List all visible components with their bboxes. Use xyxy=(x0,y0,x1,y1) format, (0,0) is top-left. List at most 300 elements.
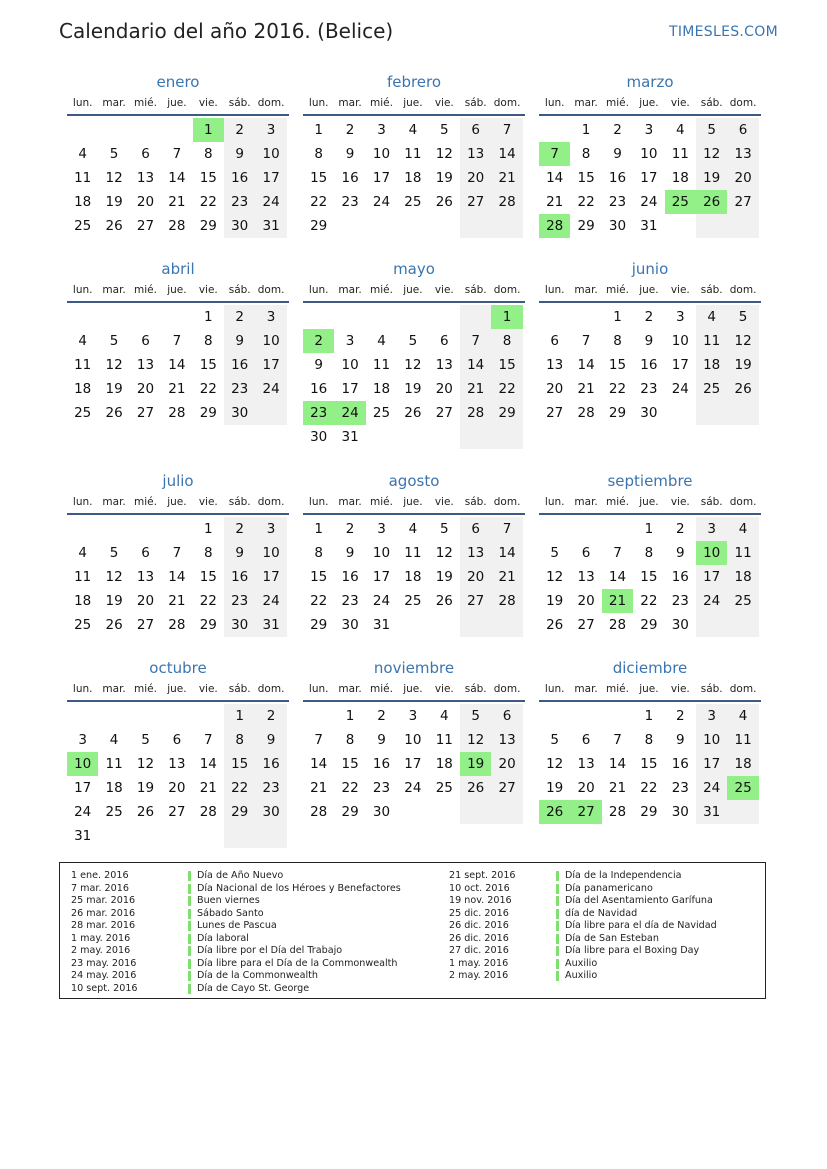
day-cell[interactable]: 20 xyxy=(734,170,752,186)
day-cell[interactable]: 1 xyxy=(314,521,323,537)
day-cell[interactable]: 3 xyxy=(377,122,386,138)
day-cell[interactable]: 1 xyxy=(644,521,654,537)
day-cell[interactable]: 14 xyxy=(199,756,217,772)
day-cell[interactable]: 23 xyxy=(231,194,249,210)
day-cell[interactable]: 18 xyxy=(671,170,689,186)
day-cell[interactable]: 26 xyxy=(435,593,453,609)
day-cell[interactable]: 1 xyxy=(345,708,355,724)
day-cell[interactable]: 15 xyxy=(341,756,359,772)
day-cell[interactable]: 23 xyxy=(671,593,689,609)
day-cell[interactable]: 27 xyxy=(734,194,752,210)
day-cell[interactable]: 14 xyxy=(168,357,186,373)
day-cell[interactable]: 10 xyxy=(640,146,658,162)
day-cell[interactable]: 17 xyxy=(262,569,280,585)
day-cell[interactable]: 8 xyxy=(502,333,512,349)
holiday-day[interactable]: 23 xyxy=(303,401,334,425)
day-cell[interactable]: 19 xyxy=(404,381,422,397)
day-cell[interactable]: 5 xyxy=(550,732,559,748)
day-cell[interactable]: 16 xyxy=(310,381,328,397)
day-cell[interactable]: 25 xyxy=(74,218,92,234)
day-cell[interactable]: 18 xyxy=(105,780,123,796)
day-cell[interactable]: 12 xyxy=(404,357,422,373)
day-cell[interactable]: 10 xyxy=(671,333,689,349)
day-cell[interactable]: 17 xyxy=(372,170,391,186)
day-cell[interactable]: 8 xyxy=(235,732,244,748)
day-cell[interactable]: 11 xyxy=(74,357,92,373)
day-cell[interactable]: 12 xyxy=(546,756,564,772)
day-cell[interactable]: 13 xyxy=(467,545,485,561)
day-cell[interactable]: 28 xyxy=(498,593,516,609)
day-cell[interactable]: 30 xyxy=(640,405,658,421)
day-cell[interactable]: 9 xyxy=(345,545,355,561)
day-cell[interactable]: 27 xyxy=(467,194,485,210)
day-cell[interactable]: 29 xyxy=(640,617,658,633)
day-cell[interactable]: 12 xyxy=(105,357,123,373)
day-cell[interactable]: 18 xyxy=(74,381,92,397)
day-cell[interactable]: 2 xyxy=(675,521,685,537)
day-cell[interactable]: 22 xyxy=(640,780,658,796)
day-cell[interactable]: 21 xyxy=(310,780,328,796)
day-cell[interactable]: 7 xyxy=(613,732,622,748)
holiday-day[interactable]: 25 xyxy=(665,190,696,214)
day-cell[interactable]: 10 xyxy=(404,732,422,748)
day-cell[interactable]: 20 xyxy=(136,381,155,397)
day-cell[interactable]: 20 xyxy=(577,593,595,609)
holiday-day[interactable]: 25 xyxy=(727,776,758,800)
day-cell[interactable]: 8 xyxy=(644,545,654,561)
day-cell[interactable]: 11 xyxy=(404,545,422,561)
day-cell[interactable]: 26 xyxy=(404,405,422,421)
day-cell[interactable]: 5 xyxy=(109,146,119,162)
day-cell[interactable]: 2 xyxy=(235,309,244,325)
day-cell[interactable]: 25 xyxy=(74,405,92,421)
day-cell[interactable]: 9 xyxy=(235,146,244,162)
day-cell[interactable]: 10 xyxy=(372,146,391,162)
day-cell[interactable]: 26 xyxy=(546,617,564,633)
day-cell[interactable]: 4 xyxy=(78,333,87,349)
day-cell[interactable]: 21 xyxy=(498,170,516,186)
day-cell[interactable]: 16 xyxy=(231,569,249,585)
day-cell[interactable]: 27 xyxy=(435,405,453,421)
day-cell[interactable]: 28 xyxy=(608,617,627,633)
day-cell[interactable]: 6 xyxy=(141,545,150,561)
day-cell[interactable]: 19 xyxy=(136,780,155,796)
day-cell[interactable]: 9 xyxy=(266,732,276,748)
day-cell[interactable]: 26 xyxy=(105,218,123,234)
day-cell[interactable]: 12 xyxy=(435,545,453,561)
day-cell[interactable]: 25 xyxy=(404,194,422,210)
day-cell[interactable]: 7 xyxy=(172,545,182,561)
day-cell[interactable]: 17 xyxy=(372,569,391,585)
day-cell[interactable]: 16 xyxy=(341,569,359,585)
day-cell[interactable]: 31 xyxy=(74,828,92,844)
day-cell[interactable]: 22 xyxy=(231,780,249,796)
day-cell[interactable]: 9 xyxy=(345,146,355,162)
day-cell[interactable]: 20 xyxy=(435,381,453,397)
day-cell[interactable]: 8 xyxy=(203,333,213,349)
day-cell[interactable]: 7 xyxy=(502,521,512,537)
day-cell[interactable]: 2 xyxy=(235,122,244,138)
day-cell[interactable]: 31 xyxy=(262,218,280,234)
day-cell[interactable]: 8 xyxy=(345,732,355,748)
day-cell[interactable]: 18 xyxy=(404,569,422,585)
day-cell[interactable]: 21 xyxy=(199,780,217,796)
day-cell[interactable]: 14 xyxy=(498,545,516,561)
day-cell[interactable]: 24 xyxy=(640,194,658,210)
day-cell[interactable]: 16 xyxy=(671,569,689,585)
day-cell[interactable]: 26 xyxy=(136,804,155,820)
day-cell[interactable]: 29 xyxy=(310,218,328,234)
day-cell[interactable]: 6 xyxy=(471,122,480,138)
day-cell[interactable]: 21 xyxy=(168,194,186,210)
day-cell[interactable]: 7 xyxy=(613,545,622,561)
day-cell[interactable]: 27 xyxy=(168,804,186,820)
day-cell[interactable]: 15 xyxy=(640,569,658,585)
day-cell[interactable]: 15 xyxy=(608,357,627,373)
day-cell[interactable]: 16 xyxy=(341,170,359,186)
day-cell[interactable]: 3 xyxy=(266,521,276,537)
day-cell[interactable]: 24 xyxy=(262,593,280,609)
day-cell[interactable]: 21 xyxy=(467,381,485,397)
day-cell[interactable]: 11 xyxy=(74,170,92,186)
day-cell[interactable]: 9 xyxy=(613,146,622,162)
day-cell[interactable]: 1 xyxy=(203,521,213,537)
day-cell[interactable]: 30 xyxy=(671,617,689,633)
day-cell[interactable]: 21 xyxy=(498,569,516,585)
day-cell[interactable]: 4 xyxy=(738,708,748,724)
day-cell[interactable]: 17 xyxy=(262,170,280,186)
day-cell[interactable]: 22 xyxy=(310,194,328,210)
holiday-day[interactable]: 27 xyxy=(570,800,601,824)
day-cell[interactable]: 21 xyxy=(608,780,627,796)
day-cell[interactable]: 9 xyxy=(314,357,323,373)
day-cell[interactable]: 11 xyxy=(734,732,752,748)
day-cell[interactable]: 29 xyxy=(498,405,516,421)
holiday-day[interactable]: 7 xyxy=(539,142,570,166)
day-cell[interactable]: 13 xyxy=(467,146,485,162)
day-cell[interactable]: 22 xyxy=(608,381,627,397)
day-cell[interactable]: 14 xyxy=(608,569,627,585)
day-cell[interactable]: 13 xyxy=(136,170,155,186)
day-cell[interactable]: 1 xyxy=(644,708,654,724)
holiday-day[interactable]: 26 xyxy=(696,190,727,214)
day-cell[interactable]: 20 xyxy=(577,780,595,796)
day-cell[interactable]: 5 xyxy=(408,333,418,349)
day-cell[interactable]: 22 xyxy=(199,194,217,210)
day-cell[interactable]: 20 xyxy=(136,194,155,210)
day-cell[interactable]: 4 xyxy=(707,309,716,325)
day-cell[interactable]: 22 xyxy=(640,593,658,609)
holiday-day[interactable]: 1 xyxy=(193,118,224,142)
day-cell[interactable]: 7 xyxy=(502,122,512,138)
day-cell[interactable]: 16 xyxy=(372,756,391,772)
day-cell[interactable]: 2 xyxy=(266,708,276,724)
day-cell[interactable]: 31 xyxy=(341,429,359,445)
day-cell[interactable]: 28 xyxy=(168,405,186,421)
holiday-day[interactable]: 2 xyxy=(303,329,334,353)
day-cell[interactable]: 14 xyxy=(467,357,485,373)
day-cell[interactable]: 11 xyxy=(734,545,752,561)
day-cell[interactable]: 30 xyxy=(231,405,249,421)
day-cell[interactable]: 14 xyxy=(546,170,564,186)
day-cell[interactable]: 15 xyxy=(498,357,516,373)
day-cell[interactable]: 13 xyxy=(136,569,155,585)
day-cell[interactable]: 2 xyxy=(345,122,355,138)
day-cell[interactable]: 26 xyxy=(105,617,123,633)
day-cell[interactable]: 8 xyxy=(314,146,323,162)
day-cell[interactable]: 3 xyxy=(78,732,87,748)
day-cell[interactable]: 2 xyxy=(613,122,622,138)
holiday-day[interactable]: 1 xyxy=(491,305,522,329)
day-cell[interactable]: 3 xyxy=(345,333,355,349)
day-cell[interactable]: 11 xyxy=(105,756,123,772)
day-cell[interactable]: 22 xyxy=(341,780,359,796)
day-cell[interactable]: 11 xyxy=(404,146,422,162)
day-cell[interactable]: 29 xyxy=(199,405,217,421)
day-cell[interactable]: 10 xyxy=(262,333,280,349)
day-cell[interactable]: 23 xyxy=(341,194,359,210)
day-cell[interactable]: 6 xyxy=(738,122,748,138)
day-cell[interactable]: 17 xyxy=(703,569,721,585)
day-cell[interactable]: 24 xyxy=(703,780,721,796)
day-cell[interactable]: 23 xyxy=(262,780,280,796)
holiday-day[interactable]: 19 xyxy=(460,752,491,776)
day-cell[interactable]: 6 xyxy=(141,146,150,162)
day-cell[interactable]: 28 xyxy=(168,617,186,633)
day-cell[interactable]: 6 xyxy=(581,545,591,561)
day-cell[interactable]: 15 xyxy=(199,357,217,373)
day-cell[interactable]: 29 xyxy=(577,218,595,234)
day-cell[interactable]: 8 xyxy=(203,545,213,561)
day-cell[interactable]: 14 xyxy=(498,146,516,162)
day-cell[interactable]: 16 xyxy=(640,357,658,373)
day-cell[interactable]: 1 xyxy=(314,122,323,138)
day-cell[interactable]: 18 xyxy=(734,756,752,772)
day-cell[interactable]: 12 xyxy=(136,756,155,772)
day-cell[interactable]: 16 xyxy=(231,357,249,373)
day-cell[interactable]: 30 xyxy=(608,218,627,234)
day-cell[interactable]: 10 xyxy=(372,545,391,561)
day-cell[interactable]: 19 xyxy=(546,780,564,796)
brand-logo[interactable]: TIMESLES.COM xyxy=(669,24,778,40)
day-cell[interactable]: 26 xyxy=(467,780,485,796)
day-cell[interactable]: 3 xyxy=(408,708,418,724)
day-cell[interactable]: 13 xyxy=(577,756,595,772)
day-cell[interactable]: 27 xyxy=(577,617,595,633)
day-cell[interactable]: 28 xyxy=(467,405,485,421)
day-cell[interactable]: 5 xyxy=(141,732,150,748)
day-cell[interactable]: 12 xyxy=(105,569,123,585)
day-cell[interactable]: 9 xyxy=(377,732,386,748)
day-cell[interactable]: 13 xyxy=(577,569,595,585)
day-cell[interactable]: 8 xyxy=(314,545,323,561)
day-cell[interactable]: 20 xyxy=(546,381,564,397)
day-cell[interactable]: 27 xyxy=(136,218,155,234)
day-cell[interactable]: 15 xyxy=(577,170,595,186)
day-cell[interactable]: 6 xyxy=(550,333,559,349)
day-cell[interactable]: 23 xyxy=(231,593,249,609)
day-cell[interactable]: 3 xyxy=(707,521,716,537)
day-cell[interactable]: 3 xyxy=(707,708,716,724)
day-cell[interactable]: 14 xyxy=(577,357,595,373)
day-cell[interactable]: 17 xyxy=(404,756,422,772)
day-cell[interactable]: 13 xyxy=(734,146,752,162)
day-cell[interactable]: 13 xyxy=(546,357,564,373)
day-cell[interactable]: 4 xyxy=(738,521,748,537)
day-cell[interactable]: 12 xyxy=(105,170,123,186)
day-cell[interactable]: 29 xyxy=(640,804,658,820)
day-cell[interactable]: 5 xyxy=(707,122,716,138)
holiday-day[interactable]: 10 xyxy=(696,541,727,565)
day-cell[interactable]: 26 xyxy=(105,405,123,421)
day-cell[interactable]: 3 xyxy=(675,309,685,325)
day-cell[interactable]: 25 xyxy=(74,617,92,633)
day-cell[interactable]: 31 xyxy=(640,218,658,234)
day-cell[interactable]: 15 xyxy=(231,756,249,772)
day-cell[interactable]: 23 xyxy=(341,593,359,609)
day-cell[interactable]: 16 xyxy=(608,170,627,186)
day-cell[interactable]: 19 xyxy=(703,170,721,186)
day-cell[interactable]: 22 xyxy=(498,381,516,397)
day-cell[interactable]: 3 xyxy=(377,521,386,537)
day-cell[interactable]: 25 xyxy=(372,405,391,421)
day-cell[interactable]: 22 xyxy=(199,381,217,397)
day-cell[interactable]: 22 xyxy=(310,593,328,609)
day-cell[interactable]: 1 xyxy=(235,708,244,724)
day-cell[interactable]: 9 xyxy=(644,333,654,349)
holiday-day[interactable]: 28 xyxy=(539,214,570,238)
day-cell[interactable]: 30 xyxy=(341,617,359,633)
day-cell[interactable]: 29 xyxy=(199,617,217,633)
day-cell[interactable]: 9 xyxy=(675,545,685,561)
day-cell[interactable]: 2 xyxy=(644,309,654,325)
day-cell[interactable]: 15 xyxy=(310,170,328,186)
day-cell[interactable]: 20 xyxy=(467,569,485,585)
day-cell[interactable]: 27 xyxy=(467,593,485,609)
day-cell[interactable]: 30 xyxy=(671,804,689,820)
day-cell[interactable]: 6 xyxy=(172,732,182,748)
day-cell[interactable]: 17 xyxy=(640,170,658,186)
day-cell[interactable]: 5 xyxy=(738,309,748,325)
day-cell[interactable]: 25 xyxy=(105,804,123,820)
day-cell[interactable]: 12 xyxy=(435,146,453,162)
day-cell[interactable]: 19 xyxy=(435,170,453,186)
day-cell[interactable]: 10 xyxy=(262,545,280,561)
day-cell[interactable]: 18 xyxy=(372,381,391,397)
day-cell[interactable]: 17 xyxy=(74,780,92,796)
day-cell[interactable]: 23 xyxy=(372,780,391,796)
day-cell[interactable]: 1 xyxy=(203,309,213,325)
day-cell[interactable]: 28 xyxy=(168,218,186,234)
day-cell[interactable]: 13 xyxy=(168,756,186,772)
day-cell[interactable]: 10 xyxy=(703,732,721,748)
day-cell[interactable]: 6 xyxy=(471,521,480,537)
holiday-day[interactable]: 10 xyxy=(67,752,98,776)
day-cell[interactable]: 28 xyxy=(310,804,328,820)
day-cell[interactable]: 18 xyxy=(435,756,453,772)
day-cell[interactable]: 25 xyxy=(703,381,721,397)
day-cell[interactable]: 7 xyxy=(172,146,182,162)
day-cell[interactable]: 1 xyxy=(613,309,622,325)
day-cell[interactable]: 17 xyxy=(341,381,359,397)
day-cell[interactable]: 29 xyxy=(341,804,359,820)
day-cell[interactable]: 4 xyxy=(377,333,386,349)
day-cell[interactable]: 23 xyxy=(231,381,249,397)
day-cell[interactable]: 4 xyxy=(675,122,685,138)
day-cell[interactable]: 15 xyxy=(199,170,217,186)
day-cell[interactable]: 31 xyxy=(703,804,721,820)
day-cell[interactable]: 7 xyxy=(471,333,480,349)
day-cell[interactable]: 7 xyxy=(172,333,182,349)
day-cell[interactable]: 24 xyxy=(404,780,422,796)
day-cell[interactable]: 13 xyxy=(498,732,516,748)
day-cell[interactable]: 17 xyxy=(671,357,689,373)
day-cell[interactable]: 20 xyxy=(136,593,155,609)
day-cell[interactable]: 11 xyxy=(703,333,721,349)
day-cell[interactable]: 18 xyxy=(404,170,422,186)
holiday-day[interactable]: 24 xyxy=(334,401,365,425)
day-cell[interactable]: 30 xyxy=(231,218,249,234)
day-cell[interactable]: 16 xyxy=(231,170,249,186)
day-cell[interactable]: 12 xyxy=(703,146,721,162)
day-cell[interactable]: 5 xyxy=(109,545,119,561)
day-cell[interactable]: 26 xyxy=(435,194,453,210)
day-cell[interactable]: 14 xyxy=(608,756,627,772)
day-cell[interactable]: 10 xyxy=(341,357,359,373)
day-cell[interactable]: 24 xyxy=(74,804,92,820)
day-cell[interactable]: 6 xyxy=(581,732,591,748)
day-cell[interactable]: 30 xyxy=(231,617,249,633)
day-cell[interactable]: 27 xyxy=(546,405,564,421)
day-cell[interactable]: 11 xyxy=(74,569,92,585)
day-cell[interactable]: 25 xyxy=(435,780,453,796)
day-cell[interactable]: 12 xyxy=(467,732,485,748)
day-cell[interactable]: 29 xyxy=(231,804,249,820)
day-cell[interactable]: 16 xyxy=(262,756,280,772)
day-cell[interactable]: 26 xyxy=(734,381,752,397)
day-cell[interactable]: 3 xyxy=(266,122,276,138)
day-cell[interactable]: 20 xyxy=(168,780,186,796)
day-cell[interactable]: 20 xyxy=(467,170,485,186)
day-cell[interactable]: 4 xyxy=(78,146,87,162)
day-cell[interactable]: 9 xyxy=(235,545,244,561)
day-cell[interactable]: 23 xyxy=(640,381,658,397)
day-cell[interactable]: 31 xyxy=(372,617,391,633)
day-cell[interactable]: 5 xyxy=(439,122,449,138)
day-cell[interactable]: 27 xyxy=(136,405,155,421)
day-cell[interactable]: 24 xyxy=(262,194,280,210)
day-cell[interactable]: 23 xyxy=(608,194,627,210)
day-cell[interactable]: 24 xyxy=(671,381,689,397)
day-cell[interactable]: 18 xyxy=(74,593,92,609)
day-cell[interactable]: 4 xyxy=(78,545,87,561)
day-cell[interactable]: 22 xyxy=(577,194,595,210)
day-cell[interactable]: 8 xyxy=(581,146,591,162)
day-cell[interactable]: 6 xyxy=(141,333,150,349)
day-cell[interactable]: 21 xyxy=(577,381,595,397)
holiday-day[interactable]: 26 xyxy=(539,800,570,824)
day-cell[interactable]: 15 xyxy=(199,569,217,585)
day-cell[interactable]: 4 xyxy=(439,708,449,724)
day-cell[interactable]: 24 xyxy=(372,593,391,609)
day-cell[interactable]: 2 xyxy=(675,708,685,724)
day-cell[interactable]: 2 xyxy=(235,521,244,537)
day-cell[interactable]: 5 xyxy=(439,521,449,537)
day-cell[interactable]: 18 xyxy=(74,194,92,210)
day-cell[interactable]: 30 xyxy=(310,429,328,445)
day-cell[interactable]: 1 xyxy=(581,122,591,138)
day-cell[interactable]: 5 xyxy=(109,333,119,349)
